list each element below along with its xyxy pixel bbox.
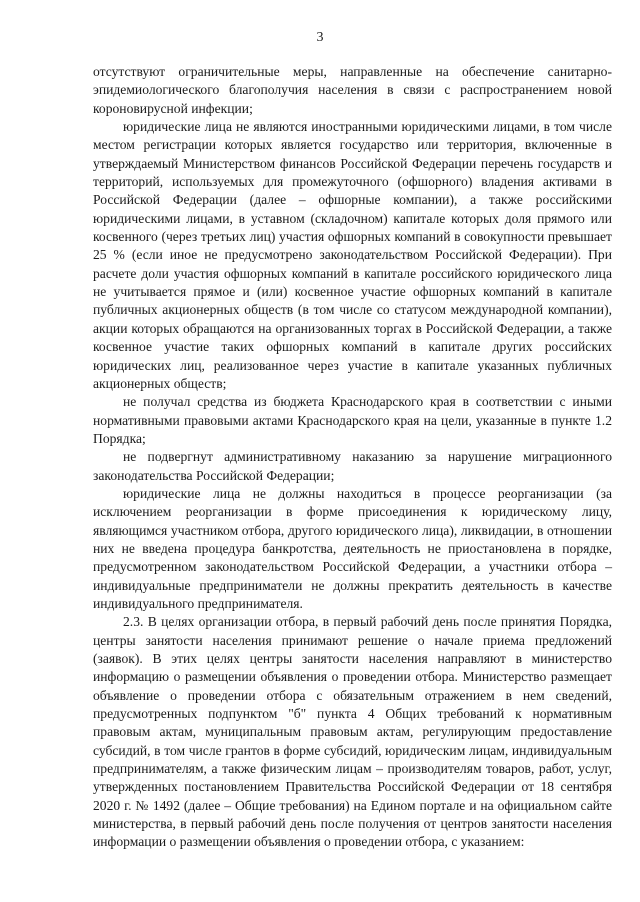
page-number: 3 <box>316 30 324 45</box>
document-body <box>93 63 612 852</box>
paragraph-continuation: отсутствуют ограничительные меры, направленные на обеспечение санитарно-эпидемиологического благополучия населения в связи с распространением новой короновирусной инфекции; <box>93 64 612 116</box>
paragraph-reorganization: юридические лица не должны находиться в процессе реорганизации (за исключением реорганизации в форме присоединения к юридическому лицу, являющимся участником отбора, другого юридического лица), ликвидации, в отношении них не введена процедура банкротства, деятельность не приостановлена в порядке, предусмотренном законодательством Российской Федерации, а участники отбора – индивидуальные предприниматели не должны прекратить деятельность в качестве индивидуального предпринимателя. <box>93 485 612 611</box>
paragraph-offshore-requirement: юридические лица не являются иностранными юридическими лицами, в том числе местом регистрации которых является государство или территория, включенные в утверждаемый Министерством финансов Российской Федерации перечень государств и территорий, используемых для промежуточного (офшорного) владения активами в Российской Федерации (далее – офшорные компании), а также российскими юридическими лицами, в уставном (складочном) капитале которых доля прямого или косвенного (через третьих лиц) участия офшорных компаний в совокупности превышает 25 % (если иное не предусмотрено законодательством Российской Федерации). При расчете доли участия офшорных компаний в капитале российского юридического лица не учитывается прямое и (или) косвенное участие офшорных компаний в капитале публичных акционерных обществ (в том числе со статусом международной компании), акции которых обращаются на организованных торгах в Российской Федерации, а также косвенное участие таких офшорных компаний в капитале других российских юридических лиц, реализованное через участие в капитале указанных публичных акционерных обществ; <box>93 119 612 391</box>
paragraph-budget-funds: не получал средства из бюджета Краснодарского края в соответствии с иными нормативными правовыми актами Краснодарского края на цели, указанные в пункте 1.2 Порядка; <box>93 394 612 446</box>
paragraph-section-2-3: 2.3. В целях организации отбора, в первый рабочий день после принятия Порядка, центры занятости населения принимают решение о начале приема предложений (заявок). В этих целях центры занятости населения направляют в министерство информацию о размещении объявления о проведении отбора. Министерство размещает объявление о проведении отбора с обязательным отражением в нем сведений, предусмотренных подпунктом "б" пункта 4 Общих требований к нормативным правовым актам, муниципальным правовым актам, регулирующим предоставление субсидий, в том числе грантов в форме субсидий, юридическим лицам, индивидуальным предпринимателям, а также физическим лицам – производителям товаров, работ, услуг, утвержденных постановлением Правительства Российской Федерации от 18 сентября 2020 г. № 1492 (далее – Общие требования) на Едином портале и на официальном сайте министерства, в первый рабочий день после получения от центров занятости населения информации о размещении объявления о проведении отбора, с указанием: <box>93 614 612 850</box>
paragraph-migration-law: не подвергнут административному наказанию за нарушение миграционного законодательства Российской Федерации; <box>93 449 612 483</box>
